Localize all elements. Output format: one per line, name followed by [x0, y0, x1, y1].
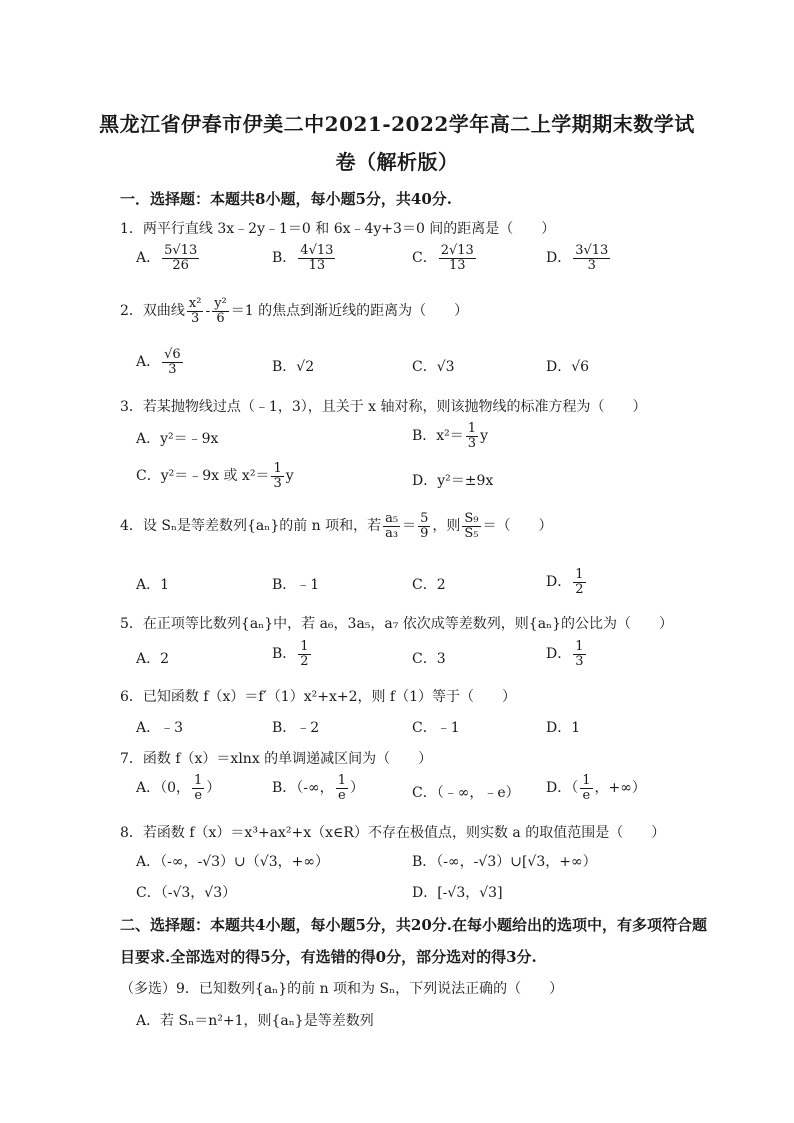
q4-option-c: C．2 [412, 577, 446, 593]
q3-option-b: B．x²＝ $\frac{1}{3}$ y [412, 421, 488, 451]
question-3: 3．若某抛物线过点（﹣1，3），且关于 x 轴对称，则该抛物线的标准方程为（ ） [120, 399, 647, 415]
q1-option-b: B． $\frac{4√13}{13}$ [272, 243, 334, 273]
q5-option-c: C．3 [412, 651, 446, 667]
q5-option-d: D． $\frac{1}{3}$ [546, 639, 584, 669]
q8-option-b: B．（-∞，-√3）∪[√3，+∞） [412, 854, 597, 870]
q9-option-a: A．若 Sₙ＝n²+1，则{aₙ}是等差数列 [136, 1013, 374, 1029]
q4-option-d: D． $\frac{1}{2}$ [546, 567, 584, 597]
q2-option-b: B．√2 [272, 359, 315, 375]
q6-option-c: C．﹣1 [412, 720, 460, 736]
q8-option-a: A．（-∞，-√3）∪（√3，+∞） [136, 854, 330, 870]
q2-option-d: D．√6 [546, 359, 590, 375]
section2-heading-line2: 目要求.全部选对的得5分，有选错的得0分，部分选对的得3分. [120, 948, 537, 966]
question-4: 4．设 Sₙ是等差数列{aₙ}的前 n 项和，若 $\frac{\text{a₅}}{\text{a₃}}$ ＝ $\frac{5}{9}$ ，则 $\frac{\text{S₉}}{\text{S₅}}$ ＝（ ） [120, 511, 553, 541]
q1-option-a: A． $\frac{5√13}{26}$ [136, 243, 198, 273]
question-9: （多选）9．已知数列{aₙ}的前 n 项和为 Sₙ，下列说法正确的（ ） [120, 981, 564, 997]
q7-option-b: B．（-∞， $\frac{1}{e}$ ） [272, 773, 364, 803]
q5-option-b: B． $\frac{1}{2}$ [272, 639, 309, 669]
page-title-line1: 黑龙江省伊春市伊美二中2021-2022学年高二上学期期末数学试 [99, 112, 695, 136]
page-title-line2: 卷（解析版） [335, 150, 459, 174]
section1-heading: 一．选择题：本题共8小题，每小题5分，共40分. [120, 190, 452, 208]
q2-option-a: A． $\frac{√6}{3}$ [136, 347, 181, 377]
q7-option-d: D．（ $\frac{1}{e}$ ，+∞） [546, 773, 646, 803]
q4-option-a: A．1 [136, 577, 170, 593]
q3-option-c: C．y²＝﹣9x 或 x²＝ $\frac{1}{3}$ y [136, 461, 294, 491]
question-5: 5．在正项等比数列{aₙ}中，若 a₆，3a₅，a₇ 依次成等差数列，则{aₙ}的公比为（ ） [120, 616, 674, 632]
question-2: 2．双曲线 $\frac{\text{x²}}{3}$ - $\frac{\text{y²}}{6}$ ＝1 的焦点到渐近线的距离为（ ） [120, 296, 469, 326]
q6-option-b: B．﹣2 [272, 720, 320, 736]
q3-option-d: D．y²＝±9x [412, 473, 494, 489]
q4-option-b: B．﹣1 [272, 577, 320, 593]
q3-option-a: A．y²＝﹣9x [136, 431, 219, 447]
q1-option-c: C． $\frac{2√13}{13}$ [412, 243, 474, 273]
q7-option-a: A．（0， $\frac{1}{e}$ ） [136, 773, 221, 803]
q2-option-c: C．√3 [412, 359, 455, 375]
section2-heading-line1: 二、选择题：本题共4小题，每小题5分，共20分.在每小题给出的选项中，有多项符合题 [120, 916, 707, 934]
q6-option-a: A．﹣3 [136, 720, 184, 736]
q1-option-d: D． $\frac{3√13}{3}$ [546, 243, 609, 273]
question-8: 8．若函数 f（x）＝x³+ax²+x（x∈R）不存在极值点，则实数 a 的取值范围是（ ） [120, 825, 666, 841]
question-6: 6．已知函数 f（x）＝f′（1）x²+x+2，则 f（1）等于（ ） [120, 689, 517, 705]
q6-option-d: D．1 [546, 720, 581, 736]
q8-option-d: D．[-√3，√3] [412, 885, 503, 901]
q5-option-a: A．2 [136, 651, 170, 667]
question-1: 1．两平行直线 3x﹣2y﹣1＝0 和 6x﹣4y+3＝0 间的距离是（ ） [120, 221, 556, 237]
question-7: 7．函数 f（x）＝xlnx 的单调递减区间为（ ） [120, 751, 433, 767]
q8-option-c: C．（-√3，√3） [136, 885, 237, 901]
q7-option-c: C．（﹣∞，﹣e） [412, 785, 520, 801]
